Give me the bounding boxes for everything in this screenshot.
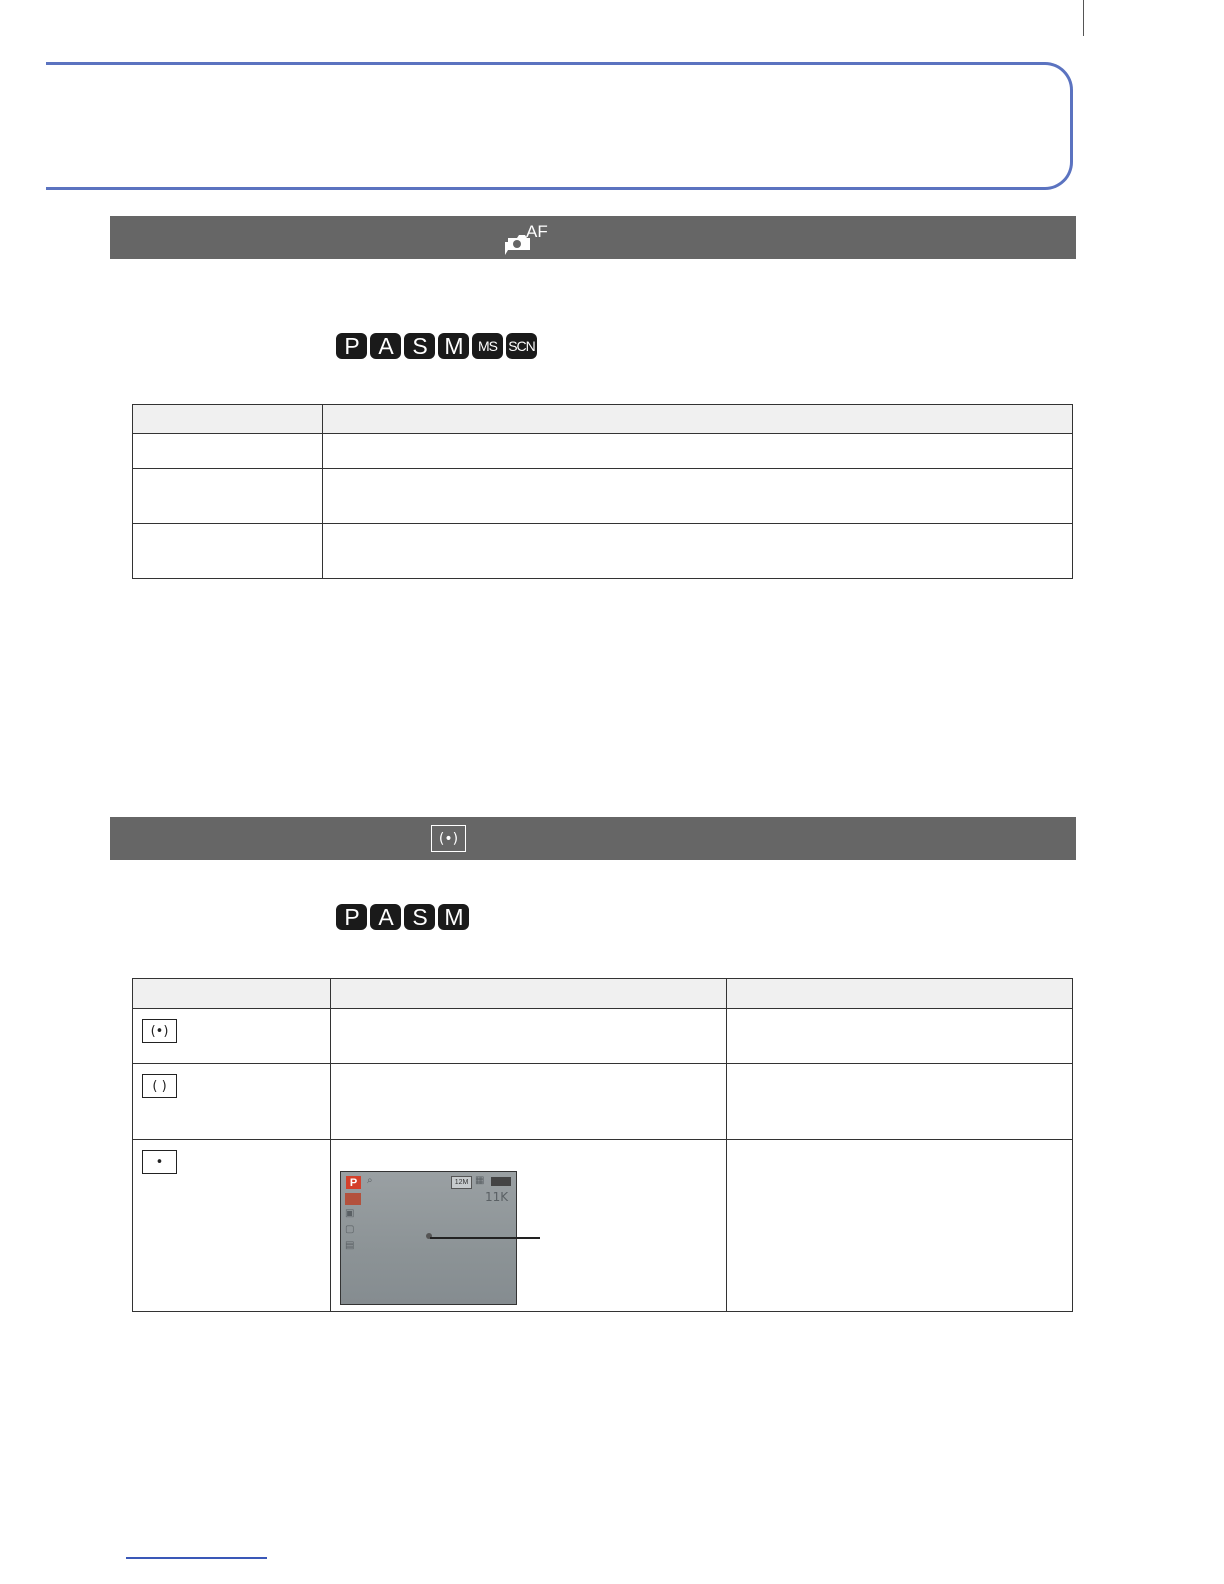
- lcd-resolution-badge: 12M: [451, 1176, 472, 1189]
- table-row: [133, 1064, 1073, 1140]
- mode-icons-row-2: [336, 904, 469, 930]
- table-header-row: [133, 979, 1073, 1009]
- mode-s-icon: S: [404, 333, 435, 359]
- mode-a-icon: A: [370, 333, 401, 359]
- lcd-shot-count: 11K: [485, 1190, 509, 1204]
- mode-ms-icon: MS: [472, 333, 503, 359]
- section-header-af-assist: [110, 216, 1076, 259]
- lcd-wb-icon: ▢: [345, 1224, 355, 1235]
- metering-center-weighted-icon: ( ): [142, 1074, 177, 1098]
- mode-m-icon: M: [438, 904, 469, 930]
- metering-spot-icon: •: [142, 1150, 177, 1174]
- footer-link-underline[interactable]: [126, 1557, 267, 1559]
- mode-s-icon: S: [404, 904, 435, 930]
- mode-a-icon: A: [370, 904, 401, 930]
- top-edge-rule: [1083, 0, 1084, 36]
- metering-multiple-icon: (•): [142, 1019, 177, 1043]
- metering-multiple-icon: (•): [431, 825, 466, 852]
- table-row: [133, 524, 1073, 579]
- mode-scn-icon: SCN: [506, 333, 537, 359]
- spot-target-leader-line: [430, 1237, 540, 1239]
- table-row: [133, 434, 1073, 469]
- mode-p-icon: P: [336, 904, 367, 930]
- lcd-iso-icon: ▤: [345, 1240, 355, 1251]
- table-row: [133, 1009, 1073, 1064]
- af-assist-table: [132, 404, 1073, 579]
- lcd-battery-icon: [491, 1177, 511, 1186]
- lcd-quality-icon: ▦: [475, 1175, 485, 1186]
- table-header-row: [133, 405, 1073, 434]
- lcd-flash-icon: [345, 1193, 361, 1205]
- mode-m-icon: M: [438, 333, 469, 359]
- lcd-stabilizer-icon: ▣: [345, 1208, 355, 1219]
- chapter-title-box: [46, 62, 1073, 190]
- metering-mode-table: [132, 978, 1073, 1312]
- table-row: [133, 1140, 1073, 1312]
- mode-icons-row-1: [336, 333, 537, 359]
- table-row: [133, 469, 1073, 524]
- mode-p-icon: P: [336, 333, 367, 359]
- lcd-mode-badge: P: [346, 1176, 361, 1189]
- lcd-af-icon: ⌕: [367, 1175, 373, 1186]
- section-header-metering-mode: [110, 817, 1076, 860]
- af-superscript: AF: [526, 222, 548, 241]
